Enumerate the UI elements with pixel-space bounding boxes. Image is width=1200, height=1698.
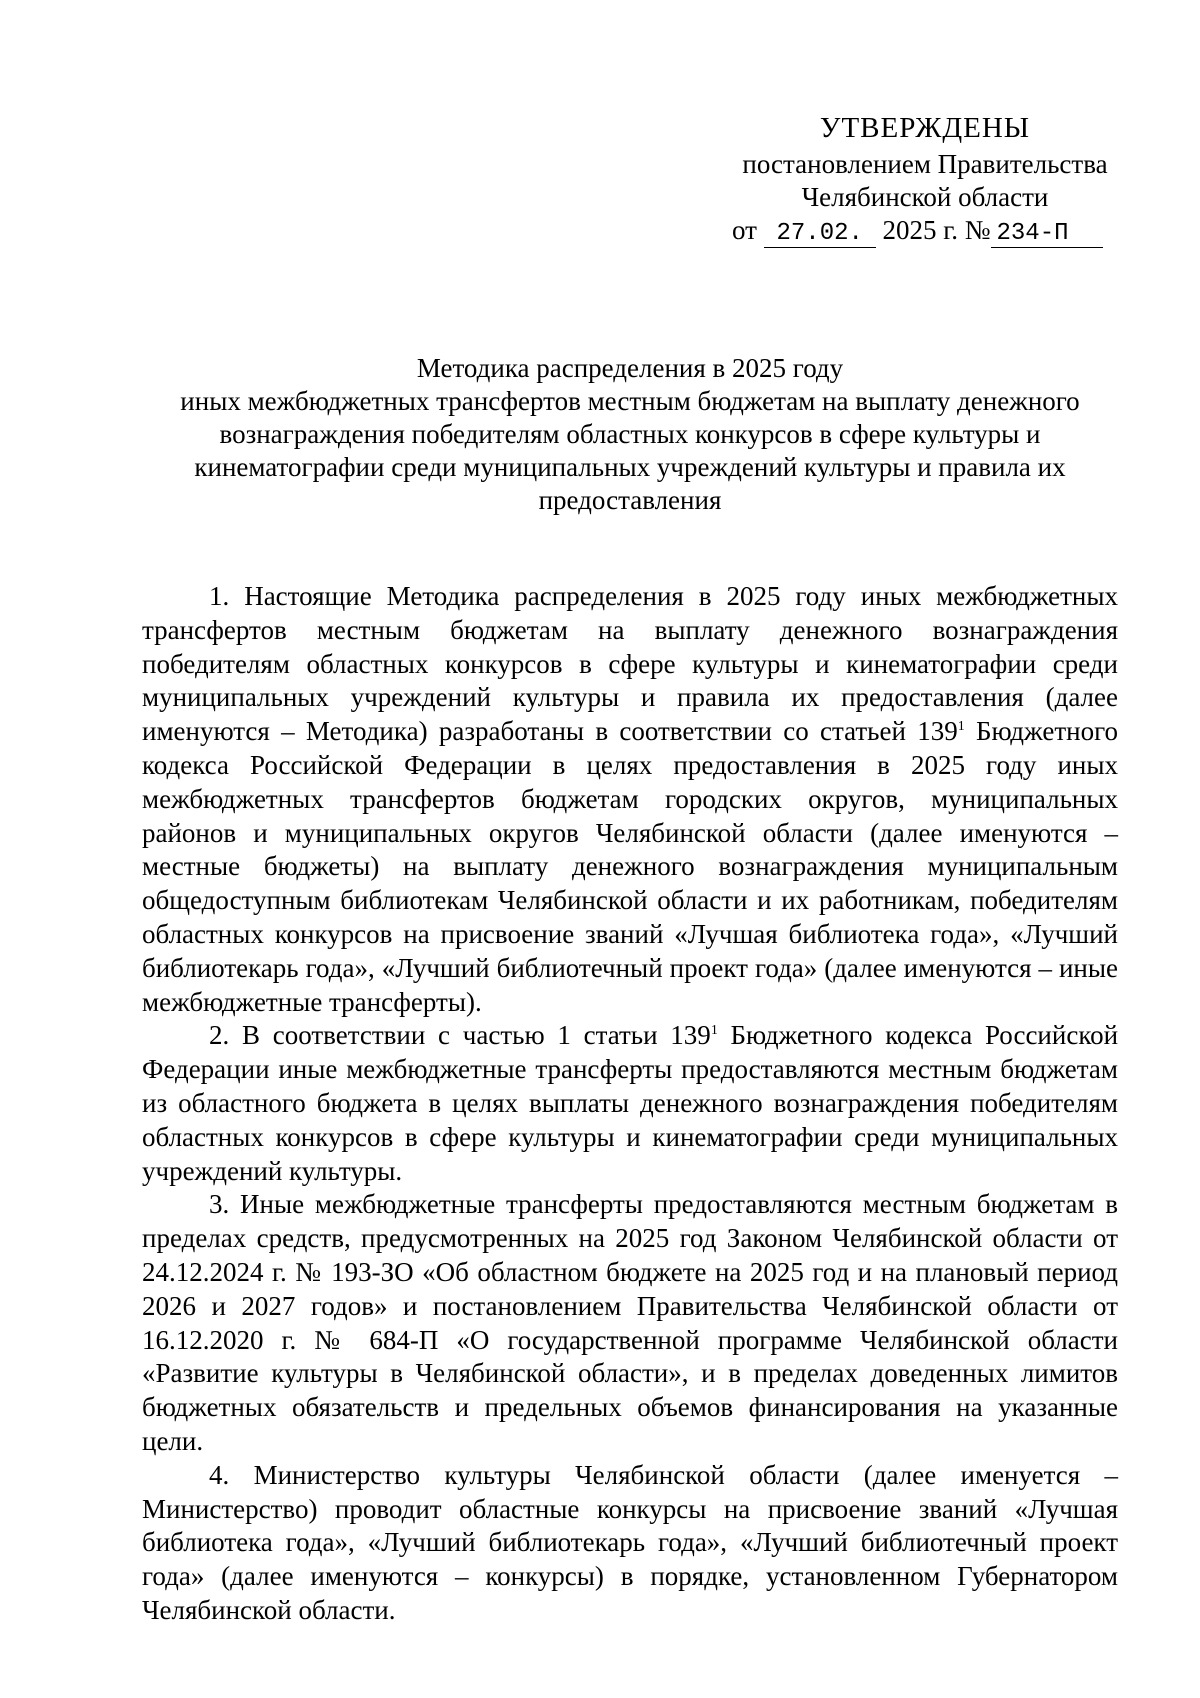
paragraph-3: 3. Иные межбюджетные трансферты предоставляются местным бюджетам в пределах средств, предусмотренных на 2025 год Законом Челябинской области от 24.12.2024 г. № 193-ЗО «Об областном бюджете на 2025 год и на плановый период 2026 и 2027 годов» и постановлением Правительства Челябинской области от 16.12.2020 г. № 684-П «О государственной программе Челябинской области «Развитие культуры в Челябинской области», и в пределах доведенных лимитов бюджетных обязательств и предельных объемов финансирования на указанные цели.	[142, 1189, 1118, 1456]
title-line-2: иных межбюджетных трансфертов местным бюджетам на выплату денежного	[180, 386, 1080, 416]
approval-line-1: постановлением Правительства	[742, 149, 1108, 179]
document-title	[140, 352, 1120, 517]
approval-line-2: Челябинской области	[801, 182, 1049, 212]
paragraph-2-superscript: 1	[710, 1023, 718, 1039]
paragraph-1	[142, 580, 1118, 1019]
title-line-3: вознаграждения победителям областных конкурсов в сфере культуры и	[219, 419, 1041, 449]
approval-heading: УТВЕРЖДЕНЫ	[819, 112, 1031, 144]
paragraph-4: 4. Министерство культуры Челябинской области (далее именуется – Министерство) проводит областные конкурсы на присвоение званий «Лучшая библиотека года», «Лучший библиотекарь года», «Лучший библиотечный проект года» (далее именуются – конкурсы) в порядке, установленном Губернатором Челябинской области.	[142, 1459, 1118, 1625]
paragraph-1-text-a: 1. Настоящие Методика распределения в 2025 году иных межбюджетных трансфертов местным бюджетам на выплату денежного вознаграждения победителям областных конкурсов в сфере культуры и кинематографии среди муниципальных учреждений культуры и правила их предоставления (далее именуются – Методика) разработаны в соответствии со статьей 139	[142, 581, 1118, 747]
title-line-4: кинематографии среди муниципальных учреждений культуры и правила их	[194, 452, 1066, 482]
paragraph-1-superscript: 1	[957, 719, 965, 735]
title-line-5: предоставления	[538, 485, 722, 515]
approval-date-prefix: от	[732, 215, 757, 245]
paragraph-1-text-b: Бюджетного кодекса Российской Федерации в целях предоставления в 2025 году иных межбюджетных трансфертов бюджетам городских округов, муниципальных районов и муниципальных округов Челябинской области (далее именуются – местные бюджеты) на выплату денежного вознаграждения муниципальным общедоступным библиотекам Челябинской области и их работникам, победителям областных конкурсов на присвоение званий «Лучшая библиотека года», «Лучший библиотекарь года», «Лучший библиотечный проект года» (далее именуются – иные межбюджетные трансферты).	[142, 716, 1118, 1017]
paragraph-2-text-b: Бюджетного кодекса Российской Федерации иные межбюджетные трансферты предоставляются местным бюджетам из областного бюджета в целях выплаты денежного вознаграждения победителям областных конкурсов в сфере культуры и кинематографии среди муниципальных учреждений культуры.	[142, 1020, 1119, 1186]
approval-date-stamp: 27.02.	[764, 221, 876, 248]
title-line-1: Методика распределения в 2025 году	[416, 353, 844, 383]
document-body	[142, 580, 1118, 1628]
paragraph-2-text-a: 2. В соответствии с частью 1 статьи 139	[209, 1020, 711, 1051]
approval-date-number-line	[720, 214, 1130, 248]
approval-block	[720, 112, 1130, 248]
approval-number-stamp: 234-П	[991, 221, 1103, 248]
approval-year-text: 2025 г. №	[882, 215, 991, 245]
paragraph-2	[142, 1019, 1118, 1188]
